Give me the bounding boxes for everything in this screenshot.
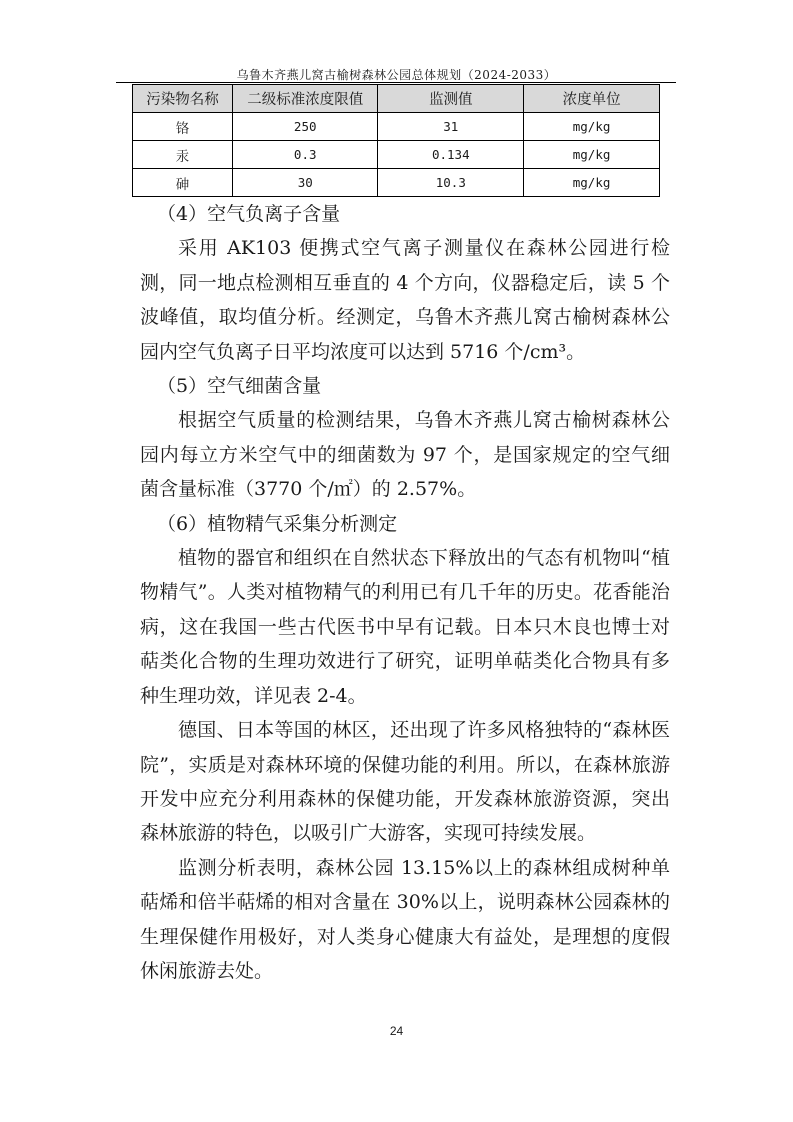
table-header-row bbox=[133, 85, 660, 113]
cell-unit: mg/kg bbox=[524, 141, 660, 169]
column-header-standard-limit: 二级标准浓度限值 bbox=[232, 85, 378, 113]
body-text bbox=[140, 197, 670, 988]
paragraph-forest-hospital: 德国、日本等国的林区，还出现了许多风格独特的“森林医院”，实质是对森林环境的保健功能的利用。所以，在森林旅游开发中应充分利用森林的保健功能，开发森林旅游资源，突出森林旅游的特色，以吸引广大游客，实现可持续发展。 bbox=[140, 719, 670, 845]
cell-standard-limit: 30 bbox=[232, 169, 378, 197]
cell-pollutant: 汞 bbox=[133, 141, 233, 169]
cell-pollutant: 砷 bbox=[133, 169, 233, 197]
running-header: 乌鲁木齐燕儿窝古榆树森林公园总体规划（2024-2033） bbox=[236, 68, 557, 82]
cell-unit: mg/kg bbox=[524, 113, 660, 141]
table-row bbox=[133, 169, 660, 197]
section-heading-air-bacteria: （5）空气细菌含量 bbox=[157, 375, 322, 398]
table-row bbox=[133, 113, 660, 141]
section-heading-plant-essence: （6）植物精气采集分析测定 bbox=[157, 512, 398, 535]
paragraph-monitoring-analysis: 监测分析表明，森林公园 13.15%以上的森林组成树种单萜烯和倍半萜烯的相对含量在 30%以上，说明森林公园森林的生理保健作用极好，对人类身心健康大有益处，是理想的度假休闲旅游去处。 bbox=[140, 856, 670, 982]
cell-measured-value: 0.134 bbox=[378, 141, 524, 169]
cell-measured-value: 10.3 bbox=[378, 169, 524, 197]
pollutant-table bbox=[132, 84, 660, 197]
section-heading-air-negative-ions: （4）空气负离子含量 bbox=[157, 203, 341, 225]
column-header-measured-value: 监测值 bbox=[378, 85, 524, 113]
header-rule bbox=[116, 82, 676, 83]
cell-standard-limit: 0.3 bbox=[232, 141, 378, 169]
cell-standard-limit: 250 bbox=[232, 113, 378, 141]
cell-pollutant: 铬 bbox=[133, 113, 233, 141]
page-number: 24 bbox=[389, 1024, 404, 1038]
table-row bbox=[133, 141, 660, 169]
cell-unit: mg/kg bbox=[524, 169, 660, 197]
paragraph-plant-essence: 植物的器官和组织在自然状态下释放出的气态有机物叫“植物精气”。人类对植物精气的利用已有几千年的历史。花香能治病，这在我国一些古代医书中早有记载。日本只木良也博士对萜类化合物的生理功效进行了研究，证明单萜类化合物具有多种生理功效，详见表 2-4。 bbox=[140, 547, 670, 707]
column-header-pollutant: 污染物名称 bbox=[133, 85, 233, 113]
paragraph-air-negative-ions: 采用 AK103 便携式空气离子测量仪在森林公园进行检测，同一地点检测相互垂直的 4 个方向，仪器稳定后，读 5 个波峰值，取均值分析。经测定，乌鲁木齐燕儿窝古榆树森林公园内空气负离子日平均浓度可以达到 5716 个/cm³。 bbox=[140, 237, 670, 363]
cell-measured-value: 31 bbox=[378, 113, 524, 141]
paragraph-air-bacteria: 根据空气质量的检测结果，乌鲁木齐燕儿窝古榆树森林公园内每立方米空气中的细菌数为 97 个，是国家规定的空气细菌含量标准（3770 个/㎡）的 2.57%。 bbox=[140, 409, 670, 501]
column-header-unit: 浓度单位 bbox=[524, 85, 660, 113]
